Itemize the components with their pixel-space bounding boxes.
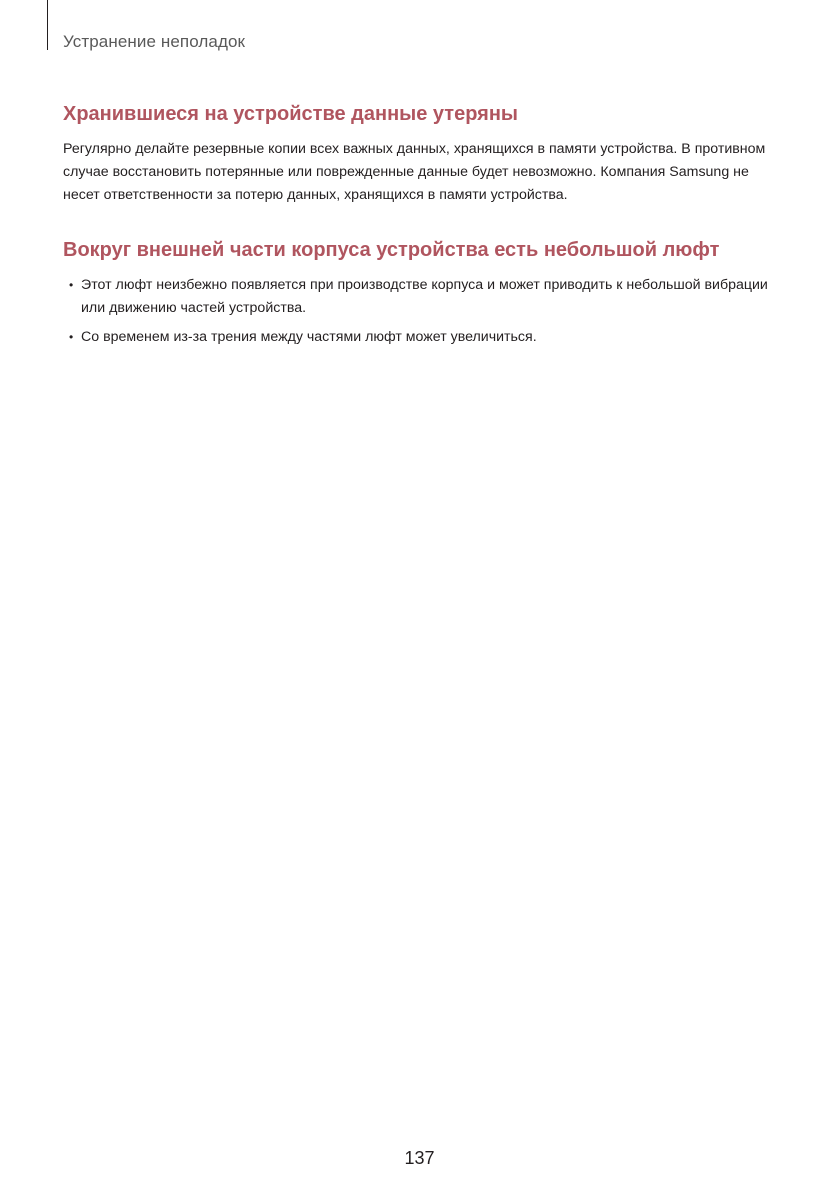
list-item: • Этот люфт неизбежно появляется при производстве корпуса и может приводить к небольшой вибрации или движению частей устройства. [63, 274, 775, 320]
page-content [63, 100, 775, 355]
section-data-lost [63, 100, 775, 207]
list-item: • Со временем из-за трения между частями люфт может увеличиться. [63, 326, 775, 349]
bullet-list [63, 274, 775, 349]
section-paragraph: Регулярно делайте резервные копии всех важных данных, хранящихся в памяти устройства. В противном случае восстановить потерянные или поврежденные данные будет невозможно. Компания Samsung не несет ответственности за потерю данных, хранящихся в памяти устройства. [63, 141, 766, 203]
header-divider [47, 0, 48, 50]
section-case-play [63, 236, 775, 349]
section-heading: Вокруг внешней части корпуса устройства есть небольшой люфт [63, 239, 720, 261]
section-heading: Хранившиеся на устройстве данные утеряны [63, 103, 518, 125]
page-number: 137 [404, 1148, 435, 1168]
chapter-title: Устранение неполадок [63, 32, 246, 51]
